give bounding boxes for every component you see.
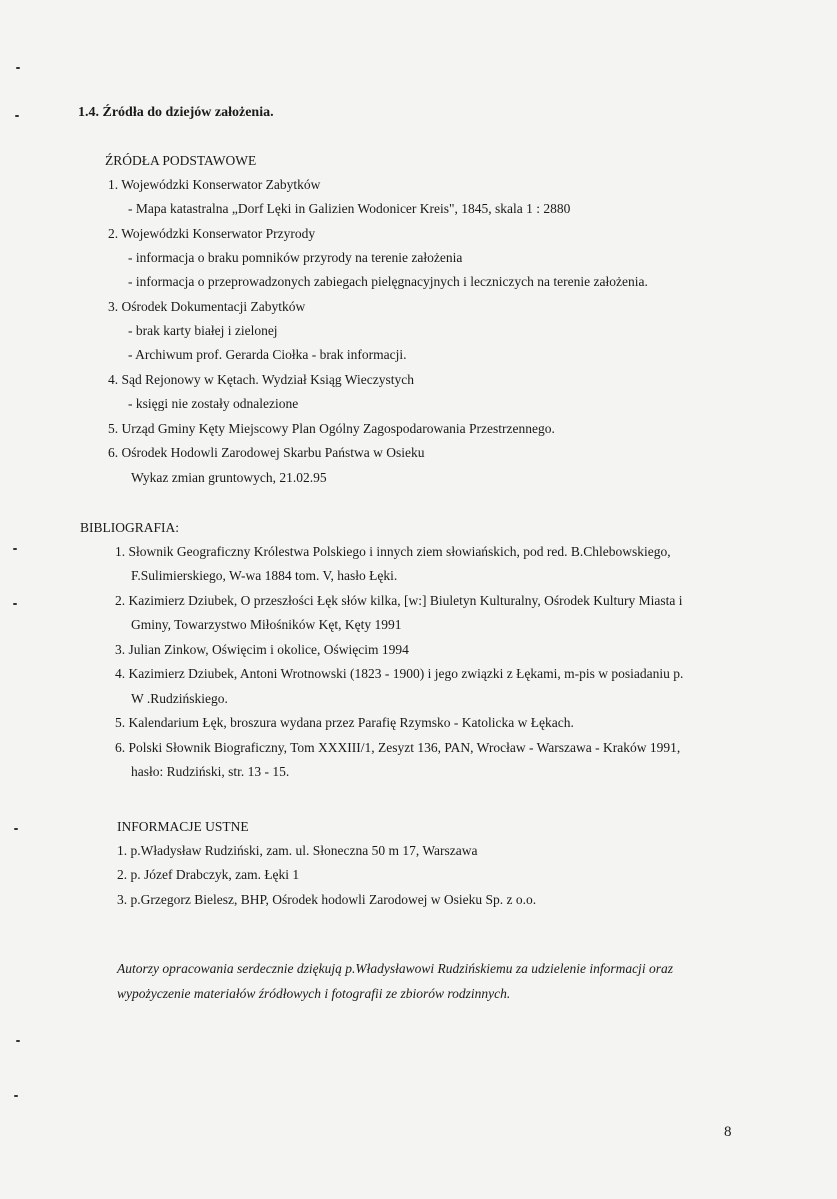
primary-line-11: 5. Urząd Gminy Kęty Miejscowy Plan Ogólny Zagospodarowania Przestrzennego.	[108, 421, 555, 436]
primary-line-1: 1. Wojewódzki Konserwator Zabytków	[108, 177, 321, 192]
bibliography-line-8: 5. Kalendarium Łęk, broszura wydana przez Parafię Rzymsko - Katolicka w Łękach.	[115, 715, 574, 730]
bibliography-line-1: 1. Słownik Geograficzny Królestwa Polskiego i innych ziem słowiańskich, pod red. B.Chlebowskiego,	[115, 544, 671, 559]
bibliography-line-6: 4. Kazimierz Dziubek, Antoni Wrotnowski (1823 - 1900) i jego związki z Łękami, m-pis w posiadaniu p.	[115, 666, 684, 681]
primary-line-10: - księgi nie zostały odnalezione	[128, 396, 299, 411]
oral-info-line-3: 3. p.Grzegorz Bielesz, BHP, Ośrodek hodowli Zarodowej w Osieku Sp. z o.o.	[117, 892, 537, 907]
bibliography-line-5: 3. Julian Zinkow, Oświęcim i okolice, Oświęcim 1994	[115, 642, 409, 657]
primary-line-7: - brak karty białej i zielonej	[128, 323, 278, 338]
scan-speck	[14, 828, 18, 830]
primary-line-8: - Archiwum prof. Gerarda Ciołka - brak informacji.	[128, 347, 407, 362]
bibliography-line-9: 6. Polski Słownik Biograficzny, Tom XXXIII/1, Zesyzt 136, PAN, Wrocław - Warszawa - Kraków 1991,	[115, 740, 681, 755]
bibliography-line-10: hasło: Rudziński, str. 13 - 15.	[131, 764, 290, 779]
bibliography-line-4: Gminy, Towarzystwo Miłośników Kęt, Kęty 1991	[131, 617, 402, 632]
scan-speck	[16, 1040, 20, 1042]
bibliography-line-3: 2. Kazimierz Dziubek, O przeszłości Łęk słów kilka, [w:] Biuletyn Kulturalny, Ośrodek Kultury Miasta i	[115, 593, 683, 608]
bibliography-line-7: W .Rudzińskiego.	[131, 691, 228, 706]
scan-speck	[14, 1095, 18, 1097]
section-title: 1.4. Źródła do dziejów założenia.	[78, 105, 274, 120]
acknowledgement-line-1: Autorzy opracowania serdecznie dziękują p.Władysławowi Rudzińskiemu za udzielenie informacji oraz	[117, 961, 673, 976]
primary-line-3: 2. Wojewódzki Konserwator Przyrody	[108, 226, 316, 241]
oral-info-line-2: 2. p. Józef Drabczyk, zam. Łęki 1	[117, 867, 300, 882]
page-number: 8	[724, 1124, 732, 1140]
scan-speck	[13, 548, 17, 550]
scan-speck	[16, 67, 20, 69]
primary-line-6: 3. Ośrodek Dokumentacji Zabytków	[108, 299, 306, 314]
acknowledgement-line-2: wypożyczenie materiałów źródłowych i fotografii ze zbiorów rodzinnych.	[117, 986, 511, 1001]
primary-sources-heading: ŹRÓDŁA PODSTAWOWE	[105, 153, 257, 168]
bibliography-line-2: F.Sulimierskiego, W-wa 1884 tom. V, hasło Łęki.	[131, 568, 398, 583]
primary-line-4: - informacja o braku pomników przyrody na terenie założenia	[128, 250, 463, 265]
oral-info-line-1: 1. p.Władysław Rudziński, zam. ul. Słoneczna 50 m 17, Warszawa	[117, 843, 478, 858]
primary-line-13: Wykaz zmian gruntowych, 21.02.95	[131, 470, 327, 485]
oral-info-heading: INFORMACJE USTNE	[117, 819, 249, 834]
bibliography-heading: BIBLIOGRAFIA:	[80, 520, 180, 535]
scan-speck	[15, 115, 19, 117]
primary-line-9: 4. Sąd Rejonowy w Kętach. Wydział Ksiąg Wieczystych	[108, 372, 414, 387]
primary-line-12: 6. Ośrodek Hodowli Zarodowej Skarbu Państwa w Osieku	[108, 445, 425, 460]
primary-line-2: - Mapa katastralna „Dorf Lęki in Galizien Wodonicer Kreis", 1845, skala 1 : 2880	[128, 201, 571, 216]
primary-line-5: - informacja o przeprowadzonych zabiegach pielęgnacyjnych i leczniczych na terenie założenia.	[128, 274, 648, 289]
scan-speck	[13, 603, 17, 605]
